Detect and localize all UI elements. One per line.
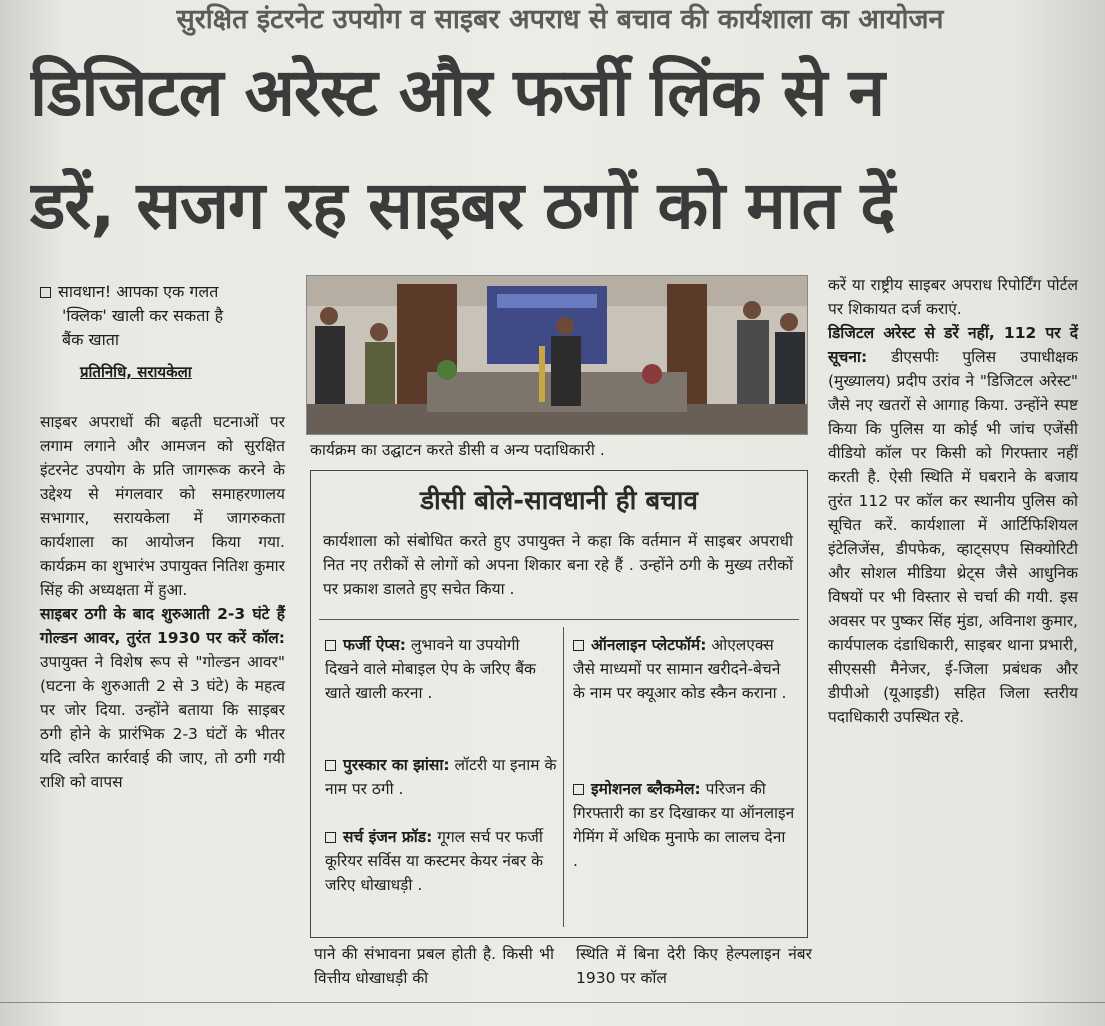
checkbox-bullet-icon xyxy=(573,784,584,795)
right-column xyxy=(828,273,1078,729)
continuation-text-right: स्थिति में बिना देरी किए हेल्पलाइन नंबर 1930 पर कॉल xyxy=(576,945,812,987)
article-paragraph-2 xyxy=(40,602,285,794)
checkbox-bullet-icon xyxy=(325,640,336,651)
right-paragraph-1: करें या राष्ट्रीय साइबर अपराध रिपोर्टिंग पोर्टल पर शिकायत दर्ज कराएं. xyxy=(828,276,1078,318)
fraud-item-text: परिजन की गिरफ्तारी का डर दिखाकर या ऑनलाइन गेमिंग में अधिक मुनाफे का लालच देना . xyxy=(573,780,795,870)
fraud-item-text: ओएलएक्स जैसे माध्यमों पर सामान खरीदने-बेचने के नाम पर क्यूआर कोड स्कैन कराना . xyxy=(573,636,787,702)
caution-highlight xyxy=(40,280,285,352)
subheading-golden-hour: साइबर ठगी के बाद शुरुआती 2-3 घंटे हैं गोल्डन आवर, तुरंत 1930 पर करें कॉल: xyxy=(40,605,285,647)
fraud-item-text: लुभावने या उपयोगी दिखने वाले मोबाइल ऐप के जरिए बैंक खाते खाली करना . xyxy=(325,636,536,702)
event-photo-illustration xyxy=(307,276,807,434)
photo-caption: कार्यक्रम का उद्घाटन करते डीसी व अन्य पदाधिकारी . xyxy=(310,441,605,459)
fraud-item xyxy=(325,753,557,801)
fraud-item xyxy=(573,777,795,873)
caution-line-1: सावधान! आपका एक गलत xyxy=(58,282,219,301)
checkbox-bullet-icon xyxy=(325,832,336,843)
fraud-item-name: पुरस्कार का झांसा: xyxy=(343,756,450,774)
fraud-item xyxy=(325,825,557,897)
checkbox-bullet-icon xyxy=(325,760,336,771)
fraud-item xyxy=(325,633,557,705)
fraud-item-name: ऑनलाइन प्लेटफॉर्म: xyxy=(591,636,707,654)
box-divider-vertical xyxy=(563,627,564,927)
event-photo xyxy=(306,275,808,435)
kicker-headline: सुरक्षित इंटरनेट उपयोग व साइबर अपराध से बचाव की कार्यशाला का आयोजन xyxy=(176,4,944,35)
box-title: डीसी बोले-सावधानी ही बचाव xyxy=(420,486,698,516)
fraud-item-name: सर्च इंजन फ्रॉड: xyxy=(343,828,433,846)
subheading-digital-arrest: डिजिटल अरेस्ट से डरें नहीं, 112 पर दें सूचना: xyxy=(828,324,1078,366)
fraud-item xyxy=(573,633,795,705)
sidebar-box xyxy=(310,470,808,938)
fraud-item-text: लॉटरी या इनाम के नाम पर ठगी . xyxy=(325,756,557,798)
box-intro: कार्यशाला को संबोधित करते हुए उपायुक्त ने कहा कि वर्तमान में साइबर अपराधी नित नए तरीकों से लोगों को अपना शिकार बना रहे हैं . उन्होंने ठगी के मुख्य तरीकों पर प्रकाश डालते हुए सचेत किया . xyxy=(323,532,793,598)
page-bottom-rule xyxy=(0,1002,1105,1003)
right-paragraph-2 xyxy=(828,321,1078,729)
main-headline-line-2: डरें, सजग रह साइबर ठगों को मात दें xyxy=(30,167,895,244)
checkbox-bullet-icon xyxy=(573,640,584,651)
box-divider-horizontal xyxy=(319,619,799,620)
digital-arrest-text: डीएसपीः पुलिस उपाधीक्षक (मुख्यालय) प्रदीप उरांव ने "डिजिटल अरेस्ट" जैसे नए खतरों से आगाह किया. उन्होंने स्पष्ट किया कि पुलिस या कोई भी जांच एजेंसी वीडियो कॉल पर किसी को गिरफ्तार नहीं करती है. ऐसी स्थिति में घबराने के बजाय तुरंत 112 पर कॉल कर स्थानीय पुलिस को सूचित करें. कार्यशाला में आर्टिफिशियल इंटेलिजेंस, डीपफेक, व्हाट्सएप सिक्योरिटी और सोशल मीडिया थ्रेट्स जैसे आधुनिक विषयों पर भी विस्तार से चर्चा की गयी. इस अवसर पर पुष्कर सिंह मुंडा, अविनाश कुमार, कार्यपालक दंडाधिकारी, साइबर थाना प्रभारी, सीएससी मैनेजर, ई-जिला प्रबंधक और डीपीओ (यूआइडी) सहित जिला स्तरीय पदाधिकारी उपस्थित रहे. xyxy=(828,348,1078,726)
caution-line-2: 'क्लिक' खाली कर सकता है xyxy=(62,306,224,325)
byline: प्रतिनिधि, सरायकेला xyxy=(80,363,192,381)
golden-hour-text: उपायुक्त ने विशेष रूप से "गोल्डन आवर" (घटना के शुरुआती 2 से 3 घंटे) के महत्व पर जोर दिया. उन्होंने बताया कि साइबर ठगी होने के प्रारंभिक 2-3 घंटों के भीतर यदि त्वरित कार्रवाई की जाए, तो ठगी गयी राशि को वापस xyxy=(40,653,285,791)
main-headline-line-1: डिजिटल अरेस्ट और फर्जी लिंक से न xyxy=(30,54,884,131)
left-column xyxy=(40,280,285,794)
continuation-text-left: पाने की संभावना प्रबल होती है. किसी भी वित्तीय धोखाधड़ी की xyxy=(314,945,554,987)
article-paragraph-1: साइबर अपराधों की बढ़ती घटनाओं पर लगाम लगाने और आमजन को सुरक्षित इंटरनेट उपयोग के प्रति जागरूक करने के उद्देश्य से मंगलवार को समाहरणालय सभागार, सरायकेला में जागरुकता कार्यशाला का आयोजन किया गया. कार्यक्रम का शुभारंभ उपायुक्त नितिश कुमार सिंह की अध्यक्षता में हुआ. xyxy=(40,413,285,599)
fraud-item-name: इमोशनल ब्लैकमेल: xyxy=(591,780,701,798)
caution-line-3: बैंक खाता xyxy=(62,330,120,349)
checkbox-bullet-icon xyxy=(40,287,51,298)
fraud-item-name: फर्जी ऐप्स: xyxy=(343,636,406,654)
fraud-item-text: गूगल सर्च पर फर्जी कूरियर सर्विस या कस्टमर केयर नंबर के जरिए धोखाधड़ी . xyxy=(325,828,544,894)
